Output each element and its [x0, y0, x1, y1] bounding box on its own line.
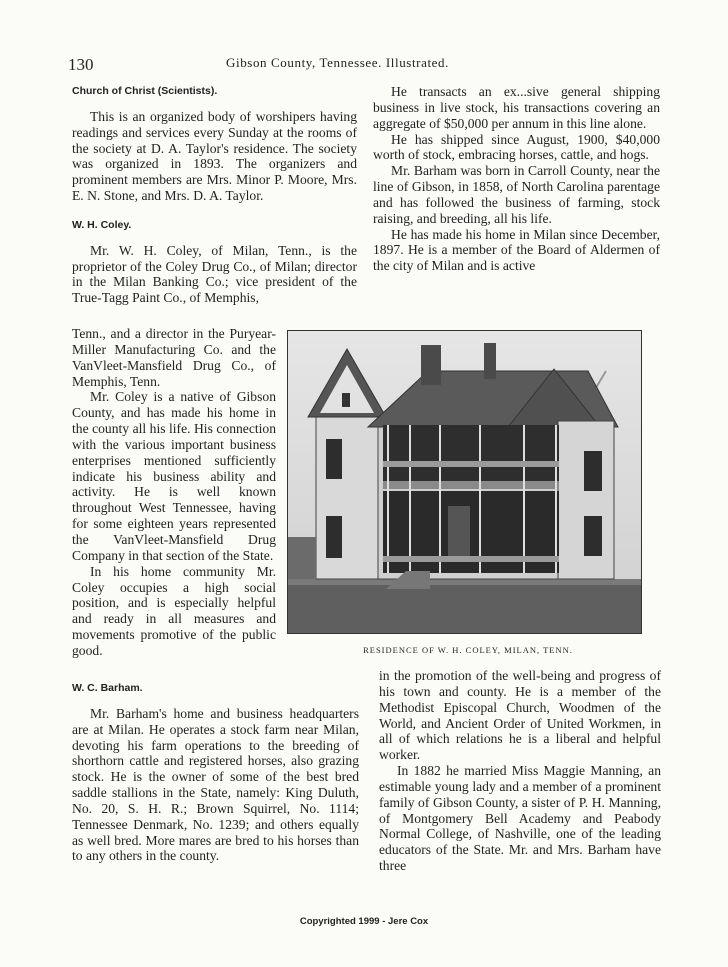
section-heading-coley: W. H. Coley. — [72, 218, 132, 231]
section-heading-church: Church of Christ (Scientists). — [72, 85, 218, 97]
barham-paragraph-home: He has made his home in Milan since December, 1897. He is a member of the Board of Aldermen of the city of Milan and is active — [373, 226, 660, 274]
left-column-bottom — [72, 681, 359, 864]
right-column-top — [373, 84, 660, 274]
barham-paragraph-married: In 1882 he married Miss Maggie Manning, an estimable young lady and a member of a prominent family of Gibson County, a sister of P. H. Manning, of Montgomery Bell Academy and Peabody Normal College, of Nashville, one of the leading educators of the State. Mr. and Mrs. Barham have three — [379, 763, 661, 874]
barham-paragraph-shipped: He has shipped since August, 1900, $40,000 worth of stock, embracing horses, cattle, and hogs. — [373, 131, 660, 163]
section-heading-barham: W. C. Barham. — [72, 682, 143, 694]
barham-paragraph-1: Mr. Barham's home and business headquarters are at Milan. He operates a stock farm near Milan, devoting his farm operations to the breeding of shorthorn cattle and registered horses, also grazing stock. He is the owner of some of the best bred saddle stallions in the State, namely: King Duluth, No. 20, S. H. R.; Brown Squirrel, No. 1114; Tennessee Denmark, No. 1239; and others equally as well bred. More mares are bred to his horses than to any others in the county. — [72, 705, 359, 864]
house-illustration — [288, 331, 641, 633]
running-title: Gibson County, Tennessee. Illustrated. — [226, 55, 449, 70]
left-column-narrow — [72, 326, 276, 659]
photo-caption: RESIDENCE OF W. H. COLEY, MILAN, TENN. — [363, 645, 573, 655]
left-column-top — [72, 84, 357, 306]
barham-paragraph-born: Mr. Barham was born in Carroll County, near the line of Gibson, in 1858, of North Carolina parentage and has followed the business of farming, stock raising, and breeding, all his life. — [373, 163, 660, 226]
page-number: 130 — [68, 55, 94, 74]
coley-paragraph-3: In his home community Mr. Coley occupies a high social position, and is especially helpful and ready in all measures and movements promotive of the public good. — [72, 563, 276, 658]
right-column-bottom — [379, 668, 661, 874]
church-paragraph: This is an organized body of worshipers having readings and services every Sunday at the rooms of the society at D. A. Taylor's residence. The society was organized in 1893. The organizers and prominent members are Mrs. Minor P. Moore, Mrs. E. N. Stone, and Mrs. D. A. Taylor. — [72, 108, 357, 204]
coley-paragraph-2: Mr. Coley is a native of Gibson County, and has made his home in the county all his life. His connection with the various important business enterprises mentioned sufficiently indicate his business ability and activity. He is well known throughout West Tennessee, having for some eighteen years represented the VanVleet-Mansfield Drug Company in that section of the State. — [72, 389, 276, 563]
barham-paragraph-shipping: He transacts an ex...sive general shipping business in live stock, his transactions covering an aggregate of $50,000 per annum in this line alone. — [373, 84, 660, 131]
coley-paragraph-1-wide: Mr. W. H. Coley, of Milan, Tenn., is the proprietor of the Coley Drug Co., of Milan; director in the Milan Banking Co.; vice president of the True-Tagg Paint Co., of Memphis, — [72, 242, 357, 306]
copyright-footer: Copyrighted 1999 - Jere Cox — [299, 916, 429, 927]
residence-photo — [287, 330, 642, 634]
barham-paragraph-progress: in the promotion of the well-being and progress of his town and county. He is a member of the Methodist Episcopal Church, Woodmen of the World, and Ancient Order of United Workmen, in all of which relations he is a liberal and helpful worker. — [379, 668, 661, 763]
coley-paragraph-1-narrow: Tenn., and a director in the Puryear-Miller Manufacturing Co. and the VanVleet-Mansfield Drug Co., of Memphis, Tenn. — [72, 326, 276, 389]
